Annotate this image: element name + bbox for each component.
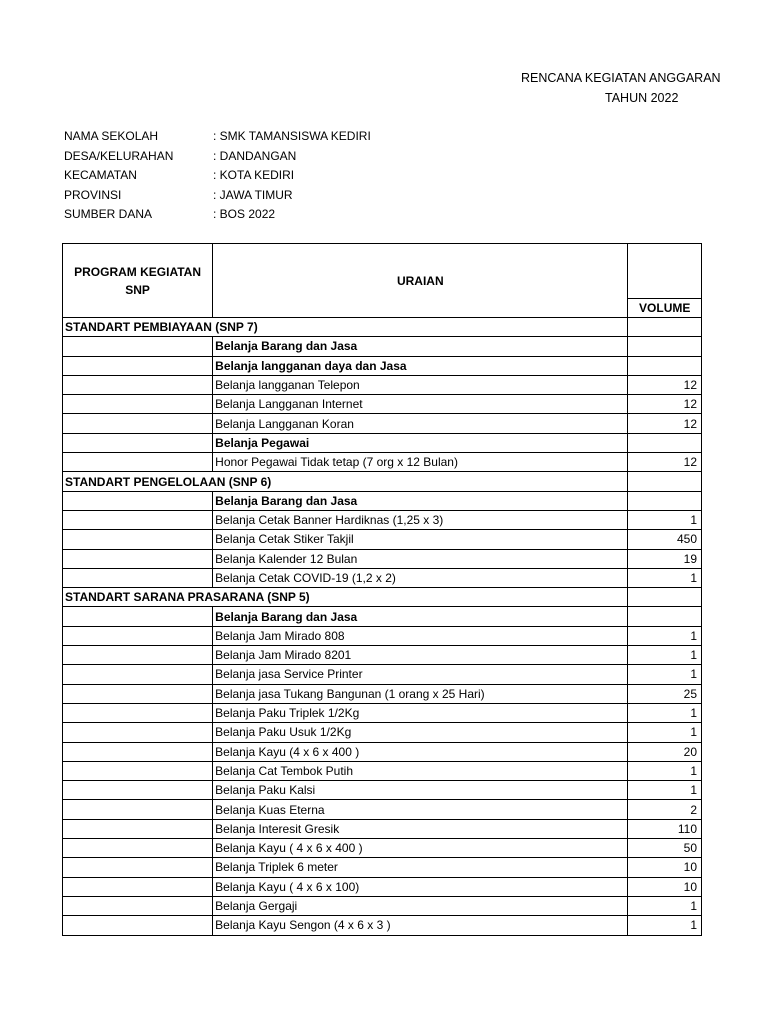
table-row <box>63 607 702 626</box>
table-row <box>63 781 702 800</box>
program-cell <box>63 395 213 414</box>
table-row <box>63 684 702 703</box>
section-title: STANDART PENGELOLAAN (SNP 6) <box>63 472 628 491</box>
school-info <box>64 129 371 227</box>
table-row <box>63 433 702 452</box>
group-label: Belanja Barang dan Jasa <box>213 337 628 356</box>
info-value: : JAWA TIMUR <box>213 187 293 202</box>
section-row <box>63 472 702 491</box>
volume-cell: 20 <box>628 742 702 761</box>
item-description: Belanja Kayu ( 4 x 6 x 400 ) <box>213 839 628 858</box>
header-uraian: URAIAN <box>213 244 628 318</box>
table-row <box>63 414 702 433</box>
table-row <box>63 877 702 896</box>
item-description: Belanja Interesit Gresik <box>213 819 628 838</box>
item-description: Belanja Cetak Banner Hardiknas (1,25 x 3) <box>213 510 628 529</box>
section-volume-cell <box>628 588 702 607</box>
info-row <box>64 168 371 188</box>
program-cell <box>63 375 213 394</box>
item-description: Belanja Kayu ( 4 x 6 x 100) <box>213 877 628 896</box>
table-row <box>63 568 702 587</box>
volume-cell: 2 <box>628 800 702 819</box>
program-cell <box>63 491 213 510</box>
section-title: STANDART SARANA PRASARANA (SNP 5) <box>63 588 628 607</box>
table-row <box>63 916 702 935</box>
volume-cell: 1 <box>628 916 702 935</box>
volume-cell <box>628 607 702 626</box>
item-description: Belanja langganan Telepon <box>213 375 628 394</box>
info-label: DESA/KELURAHAN <box>64 148 174 163</box>
header-volume: VOLUME <box>628 299 702 318</box>
table-row <box>63 819 702 838</box>
item-description: Belanja Kayu (4 x 6 x 400 ) <box>213 742 628 761</box>
info-label: PROVINSI <box>64 187 122 202</box>
volume-cell: 25 <box>628 684 702 703</box>
program-cell <box>63 414 213 433</box>
volume-cell: 1 <box>628 665 702 684</box>
table-row <box>63 530 702 549</box>
volume-cell: 110 <box>628 819 702 838</box>
group-label: Belanja langganan daya dan Jasa <box>213 356 628 375</box>
program-cell <box>63 839 213 858</box>
program-cell <box>63 356 213 375</box>
table-row <box>63 491 702 510</box>
volume-cell <box>628 491 702 510</box>
item-description: Belanja jasa Service Printer <box>213 665 628 684</box>
document-year: TAHUN 2022 <box>605 91 679 105</box>
table-row <box>63 549 702 568</box>
info-row <box>64 207 371 227</box>
program-cell <box>63 800 213 819</box>
program-cell <box>63 530 213 549</box>
program-cell <box>63 896 213 915</box>
item-description: Belanja Triplek 6 meter <box>213 858 628 877</box>
section-title: STANDART PEMBIAYAAN (SNP 7) <box>63 318 628 337</box>
program-cell <box>63 916 213 935</box>
item-description: Belanja Cetak Stiker Takjil <box>213 530 628 549</box>
document-title: RENCANA KEGIATAN ANGGARAN <box>521 71 721 85</box>
program-cell <box>63 819 213 838</box>
program-cell <box>63 665 213 684</box>
program-cell <box>63 703 213 722</box>
table-row <box>63 800 702 819</box>
volume-cell <box>628 356 702 375</box>
table-row <box>63 646 702 665</box>
volume-cell: 1 <box>628 626 702 645</box>
table-row <box>63 665 702 684</box>
volume-cell: 1 <box>628 568 702 587</box>
volume-cell <box>628 337 702 356</box>
program-cell <box>63 510 213 529</box>
table-row <box>63 839 702 858</box>
volume-cell: 450 <box>628 530 702 549</box>
item-description: Belanja Cetak COVID-19 (1,2 x 2) <box>213 568 628 587</box>
program-cell <box>63 781 213 800</box>
item-description: Belanja Kuas Eterna <box>213 800 628 819</box>
item-description: Belanja jasa Tukang Bangunan (1 orang x 25 Hari) <box>213 684 628 703</box>
item-description: Belanja Cat Tembok Putih <box>213 761 628 780</box>
info-label: KECAMATAN <box>64 168 137 182</box>
program-cell <box>63 549 213 568</box>
program-cell <box>63 453 213 472</box>
volume-cell: 1 <box>628 510 702 529</box>
info-row <box>64 188 371 208</box>
volume-cell: 1 <box>628 761 702 780</box>
volume-cell: 1 <box>628 723 702 742</box>
program-cell <box>63 723 213 742</box>
budget-table <box>62 243 702 936</box>
table-row <box>63 626 702 645</box>
table-row <box>63 337 702 356</box>
volume-cell: 12 <box>628 375 702 394</box>
item-description: Belanja Paku Usuk 1/2Kg <box>213 723 628 742</box>
program-cell <box>63 607 213 626</box>
header-program: PROGRAM KEGIATAN SNP <box>63 244 213 318</box>
table-row <box>63 510 702 529</box>
section-volume-cell <box>628 472 702 491</box>
volume-cell: 19 <box>628 549 702 568</box>
table-row <box>63 761 702 780</box>
program-cell <box>63 858 213 877</box>
table-row <box>63 453 702 472</box>
table-body <box>63 318 702 936</box>
section-row <box>63 318 702 337</box>
volume-cell: 1 <box>628 703 702 722</box>
info-value: : KOTA KEDIRI <box>213 168 295 182</box>
info-label: SUMBER DANA <box>64 207 153 221</box>
volume-cell: 12 <box>628 395 702 414</box>
program-cell <box>63 761 213 780</box>
table-row <box>63 896 702 915</box>
budget-table-container <box>62 243 697 936</box>
program-cell <box>63 433 213 452</box>
info-row <box>64 129 371 149</box>
table-row <box>63 723 702 742</box>
item-description: Belanja Jam Mirado 8201 <box>213 646 628 665</box>
item-description: Belanja Kalender 12 Bulan <box>213 549 628 568</box>
info-value: : DANDANGAN <box>213 148 297 163</box>
group-label: Belanja Barang dan Jasa <box>213 491 628 510</box>
program-cell <box>63 626 213 645</box>
program-cell <box>63 646 213 665</box>
info-value: : BOS 2022 <box>213 207 276 221</box>
volume-cell: 10 <box>628 858 702 877</box>
info-label: NAMA SEKOLAH <box>64 129 159 143</box>
item-description: Belanja Paku Triplek 1/2Kg <box>213 703 628 722</box>
info-value: : SMK TAMANSISWA KEDIRI <box>213 129 371 143</box>
program-cell <box>63 568 213 587</box>
item-description: Belanja Kayu Sengon (4 x 6 x 3 ) <box>213 916 628 935</box>
program-cell <box>63 337 213 356</box>
group-label: Belanja Barang dan Jasa <box>213 607 628 626</box>
volume-cell: 1 <box>628 646 702 665</box>
table-row <box>63 356 702 375</box>
program-cell <box>63 684 213 703</box>
volume-cell: 50 <box>628 839 702 858</box>
volume-cell: 10 <box>628 877 702 896</box>
table-row <box>63 395 702 414</box>
table-row <box>63 375 702 394</box>
item-description: Belanja Paku Kalsi <box>213 781 628 800</box>
volume-cell: 1 <box>628 896 702 915</box>
volume-cell <box>628 433 702 452</box>
program-cell <box>63 742 213 761</box>
item-description: Belanja Gergaji <box>213 896 628 915</box>
volume-cell: 12 <box>628 414 702 433</box>
section-volume-cell <box>628 318 702 337</box>
item-description: Belanja Langganan Koran <box>213 414 628 433</box>
item-description: Belanja Jam Mirado 808 <box>213 626 628 645</box>
item-description: Honor Pegawai Tidak tetap (7 org x 12 Bulan) <box>213 453 628 472</box>
table-row <box>63 742 702 761</box>
item-description: Belanja Langganan Internet <box>213 395 628 414</box>
volume-cell: 12 <box>628 453 702 472</box>
section-row <box>63 588 702 607</box>
volume-cell: 1 <box>628 781 702 800</box>
table-row <box>63 858 702 877</box>
info-row <box>64 149 371 169</box>
group-label: Belanja Pegawai <box>213 433 628 452</box>
table-row <box>63 703 702 722</box>
program-cell <box>63 877 213 896</box>
header-volume-group <box>628 244 702 299</box>
